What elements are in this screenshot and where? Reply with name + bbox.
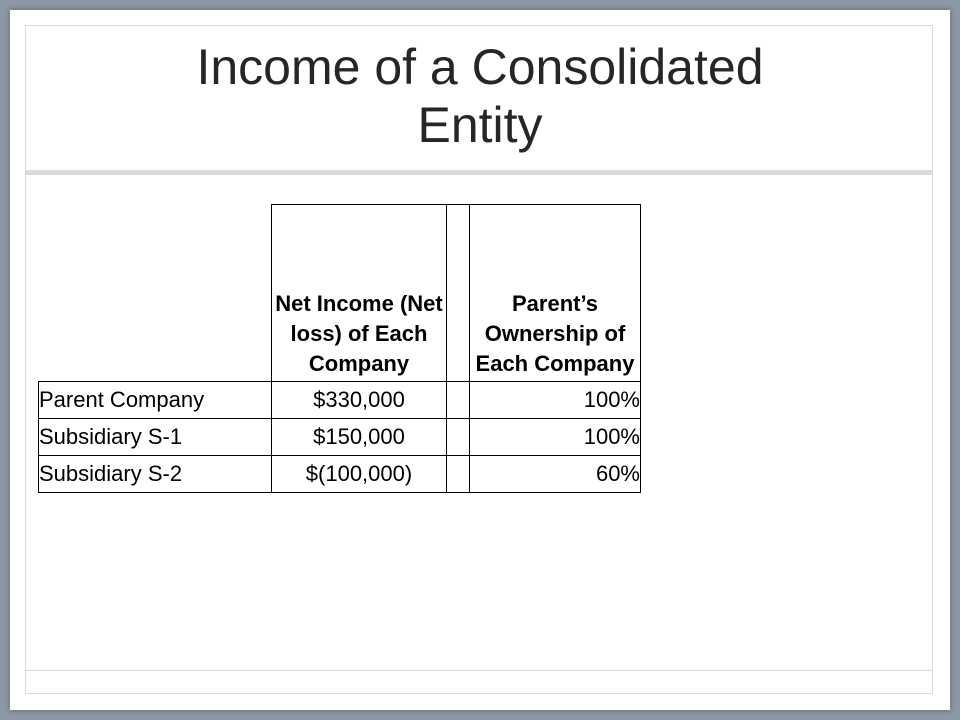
- company-name-cell: Parent Company: [39, 382, 272, 419]
- table-row: [39, 382, 641, 419]
- slide-title: Income of a Consolidated Entity: [196, 39, 764, 153]
- net-income-cell: $150,000: [272, 419, 447, 456]
- gap-cell: [447, 382, 470, 419]
- header-ownership: Parent’s Ownership of Each Company: [470, 205, 641, 382]
- title-divider: [25, 170, 933, 175]
- ownership-cell: 100%: [470, 419, 641, 456]
- income-table: [38, 204, 641, 493]
- ownership-cell: 60%: [470, 456, 641, 493]
- ownership-cell: 100%: [470, 382, 641, 419]
- company-name-cell: Subsidiary S-2: [39, 456, 272, 493]
- net-income-cell: $(100,000): [272, 456, 447, 493]
- header-blank: [39, 205, 272, 382]
- table-row: [39, 456, 641, 493]
- table-header-row: [39, 205, 641, 382]
- company-name-cell: Subsidiary S-1: [39, 419, 272, 456]
- table-row: [39, 419, 641, 456]
- gap-cell: [447, 456, 470, 493]
- net-income-cell: $330,000: [272, 382, 447, 419]
- footer-divider: [25, 670, 933, 671]
- header-gap: [447, 205, 470, 382]
- header-net-income: Net Income (Net loss) of Each Company: [272, 205, 447, 382]
- slide: [10, 10, 950, 710]
- gap-cell: [447, 419, 470, 456]
